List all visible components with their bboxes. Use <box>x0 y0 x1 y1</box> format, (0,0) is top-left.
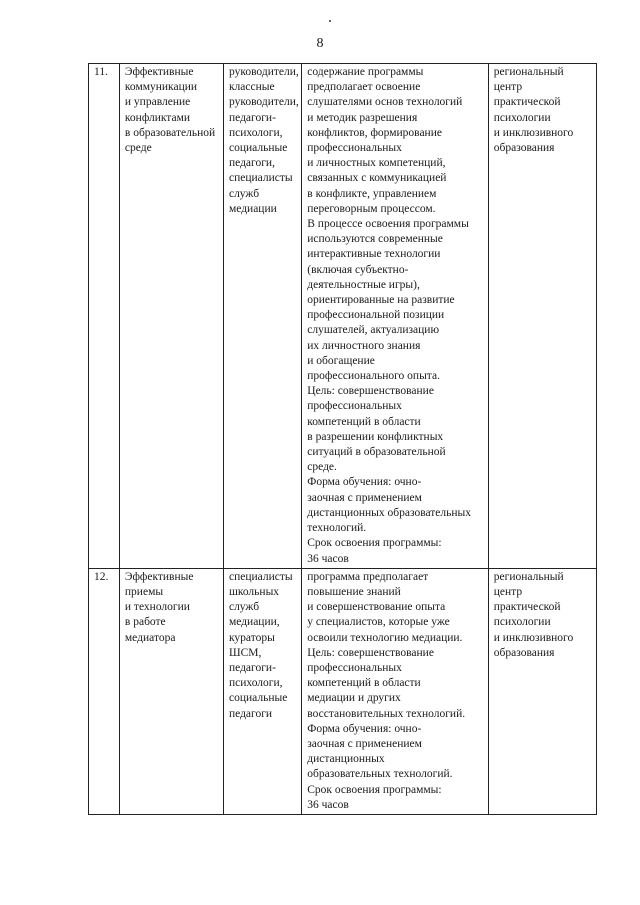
row-number-cell: 11. <box>89 64 120 569</box>
program-title-cell <box>119 64 223 569</box>
cell-text-line: интерактивные технологии <box>307 248 441 261</box>
cell-text-line: компетенций в области <box>307 415 421 428</box>
cell-text-line: и управление <box>124 96 191 109</box>
cell-text-line: в работе <box>124 616 166 629</box>
cell-text-line: 36 часов <box>307 552 349 565</box>
cell-text-line: педагоги- <box>228 661 276 674</box>
cell-text-line: среде <box>124 142 152 155</box>
scan-speck <box>329 20 331 22</box>
cell-text-line: медиации и других <box>307 692 401 705</box>
cell-text-line: Форма обучения: очно- <box>307 476 422 489</box>
cell-text-line: используются современные <box>307 233 443 246</box>
cell-text-line: ситуаций в образовательной <box>307 446 446 459</box>
cell-text-line: и обогащение <box>307 354 375 367</box>
cell-text-line: Эффективные <box>124 570 194 583</box>
cell-text-line: кураторы <box>228 631 275 644</box>
cell-text-line: дистанционных <box>307 753 385 766</box>
cell-text-line: психологии <box>493 111 551 124</box>
cell-text-line: образования <box>493 646 555 659</box>
cell-text-line: заочная с применением <box>307 737 422 750</box>
cell-text-line: слушателей, актуализацию <box>307 324 440 337</box>
cell-text-line: повышение знаний <box>307 585 401 598</box>
cell-text-line: (включая субъектно- <box>307 263 409 276</box>
cell-text-line: профессиональной позиции <box>307 309 445 322</box>
cell-text-line: Форма обучения: очно- <box>307 722 422 735</box>
cell-text-line: профессионального опыта. <box>307 370 440 383</box>
cell-text-line: в конфликте, управлением <box>307 187 437 200</box>
cell-text-line: Цель: совершенствование <box>307 385 434 398</box>
cell-text-line: деятельностные игры), <box>307 278 420 291</box>
cell-text-line: педагоги <box>228 707 273 720</box>
cell-text-line: классные <box>228 81 275 94</box>
cell-text-line: их личностного знания <box>307 339 421 352</box>
cell-text-line: практической <box>493 96 561 109</box>
cell-text-line: медиации, <box>228 616 280 629</box>
cell-text-line: переговорным процессом. <box>307 202 436 215</box>
cell-text-line: и инклюзивного <box>493 631 574 644</box>
cell-text-line: ШСМ, <box>228 646 262 659</box>
cell-text-line: медиации <box>228 202 277 215</box>
cell-text-line: содержание программы <box>307 66 424 78</box>
description-cell <box>302 64 489 569</box>
cell-text-line: приемы <box>124 585 164 598</box>
cell-text-line: психологи, <box>228 677 283 690</box>
cell-text-line: программа предполагает <box>307 570 429 583</box>
cell-text-line: В процессе освоения программы <box>307 218 469 231</box>
audience-cell <box>223 64 301 569</box>
table-row <box>89 568 597 814</box>
cell-text-line: Срок освоения программы: <box>307 537 442 550</box>
description-cell <box>302 568 489 814</box>
cell-text-line: практической <box>493 601 561 614</box>
cell-text-line: центр <box>493 81 523 94</box>
cell-text-line: социальные <box>228 692 288 705</box>
cell-text-line: медиатора <box>124 631 176 644</box>
cell-text-line: служб <box>228 601 260 614</box>
cell-text-line: и личностных компетенций, <box>307 157 446 170</box>
table-row <box>89 64 597 569</box>
cell-text-line: педагоги- <box>228 111 276 124</box>
cell-text-line: конфликтами <box>124 111 191 124</box>
cell-text-line: 36 часов <box>307 798 349 811</box>
cell-text-line: школьных <box>228 585 280 598</box>
cell-text-line: заочная с применением <box>307 491 422 504</box>
cell-text-line: психологии <box>493 616 551 629</box>
cell-text-line: технологий. <box>307 522 367 535</box>
cell-text-line: среде. <box>307 461 337 474</box>
cell-text-line: связанных с коммуникацией <box>307 172 447 185</box>
organization-cell <box>488 64 596 569</box>
cell-text-line: предполагает освоение <box>307 81 421 94</box>
cell-text-line: психологи, <box>228 126 283 139</box>
cell-text-line: слушателями основ технологий <box>307 96 463 109</box>
cell-text-line: дистанционных образовательных <box>307 506 472 519</box>
cell-text-line: руководители, <box>228 66 299 78</box>
organization-cell <box>488 568 596 814</box>
cell-text-line: в образовательной <box>124 126 216 139</box>
cell-text-line: социальные <box>228 142 288 155</box>
programs-table <box>88 63 597 815</box>
page-number: 8 <box>316 36 324 51</box>
cell-text-line: профессиональных <box>307 661 402 674</box>
cell-text-line: освоили технологию медиации. <box>307 631 463 644</box>
cell-text-line: и методик разрешения <box>307 111 418 124</box>
cell-text-line: ориентированные на развитие <box>307 294 455 307</box>
cell-text-line: педагоги, <box>228 157 275 170</box>
cell-text-line: восстановительных технологий. <box>307 707 466 720</box>
cell-text-line: в разрешении конфликтных <box>307 430 444 443</box>
cell-text-line: и технологии <box>124 601 190 614</box>
cell-text-line: образования <box>493 142 555 155</box>
cell-text-line: служб <box>228 187 260 200</box>
cell-text-line: конфликтов, формирование <box>307 126 442 139</box>
cell-text-line: Эффективные <box>124 66 194 78</box>
cell-text-line: у специалистов, которые уже <box>307 616 450 629</box>
cell-text-line: руководители, <box>228 96 299 109</box>
cell-text-line: центр <box>493 585 523 598</box>
cell-text-line: Срок освоения программы: <box>307 783 442 796</box>
cell-text-line: Цель: совершенствование <box>307 646 434 659</box>
cell-text-line: и инклюзивного <box>493 126 574 139</box>
cell-text-line: профессиональных <box>307 400 402 413</box>
cell-text-line: коммуникации <box>124 81 198 94</box>
audience-cell <box>223 568 301 814</box>
cell-text-line: компетенций в области <box>307 677 421 690</box>
cell-text-line: профессиональных <box>307 142 402 155</box>
program-title-cell <box>119 568 223 814</box>
cell-text-line: и совершенствование опыта <box>307 601 446 614</box>
cell-text-line: специалисты <box>228 570 293 583</box>
cell-text-line: региональный <box>493 66 564 78</box>
cell-text-line: специалисты <box>228 172 293 185</box>
row-number-cell: 12. <box>89 568 120 814</box>
cell-text-line: образовательных технологий. <box>307 768 453 781</box>
cell-text-line: региональный <box>493 570 564 583</box>
